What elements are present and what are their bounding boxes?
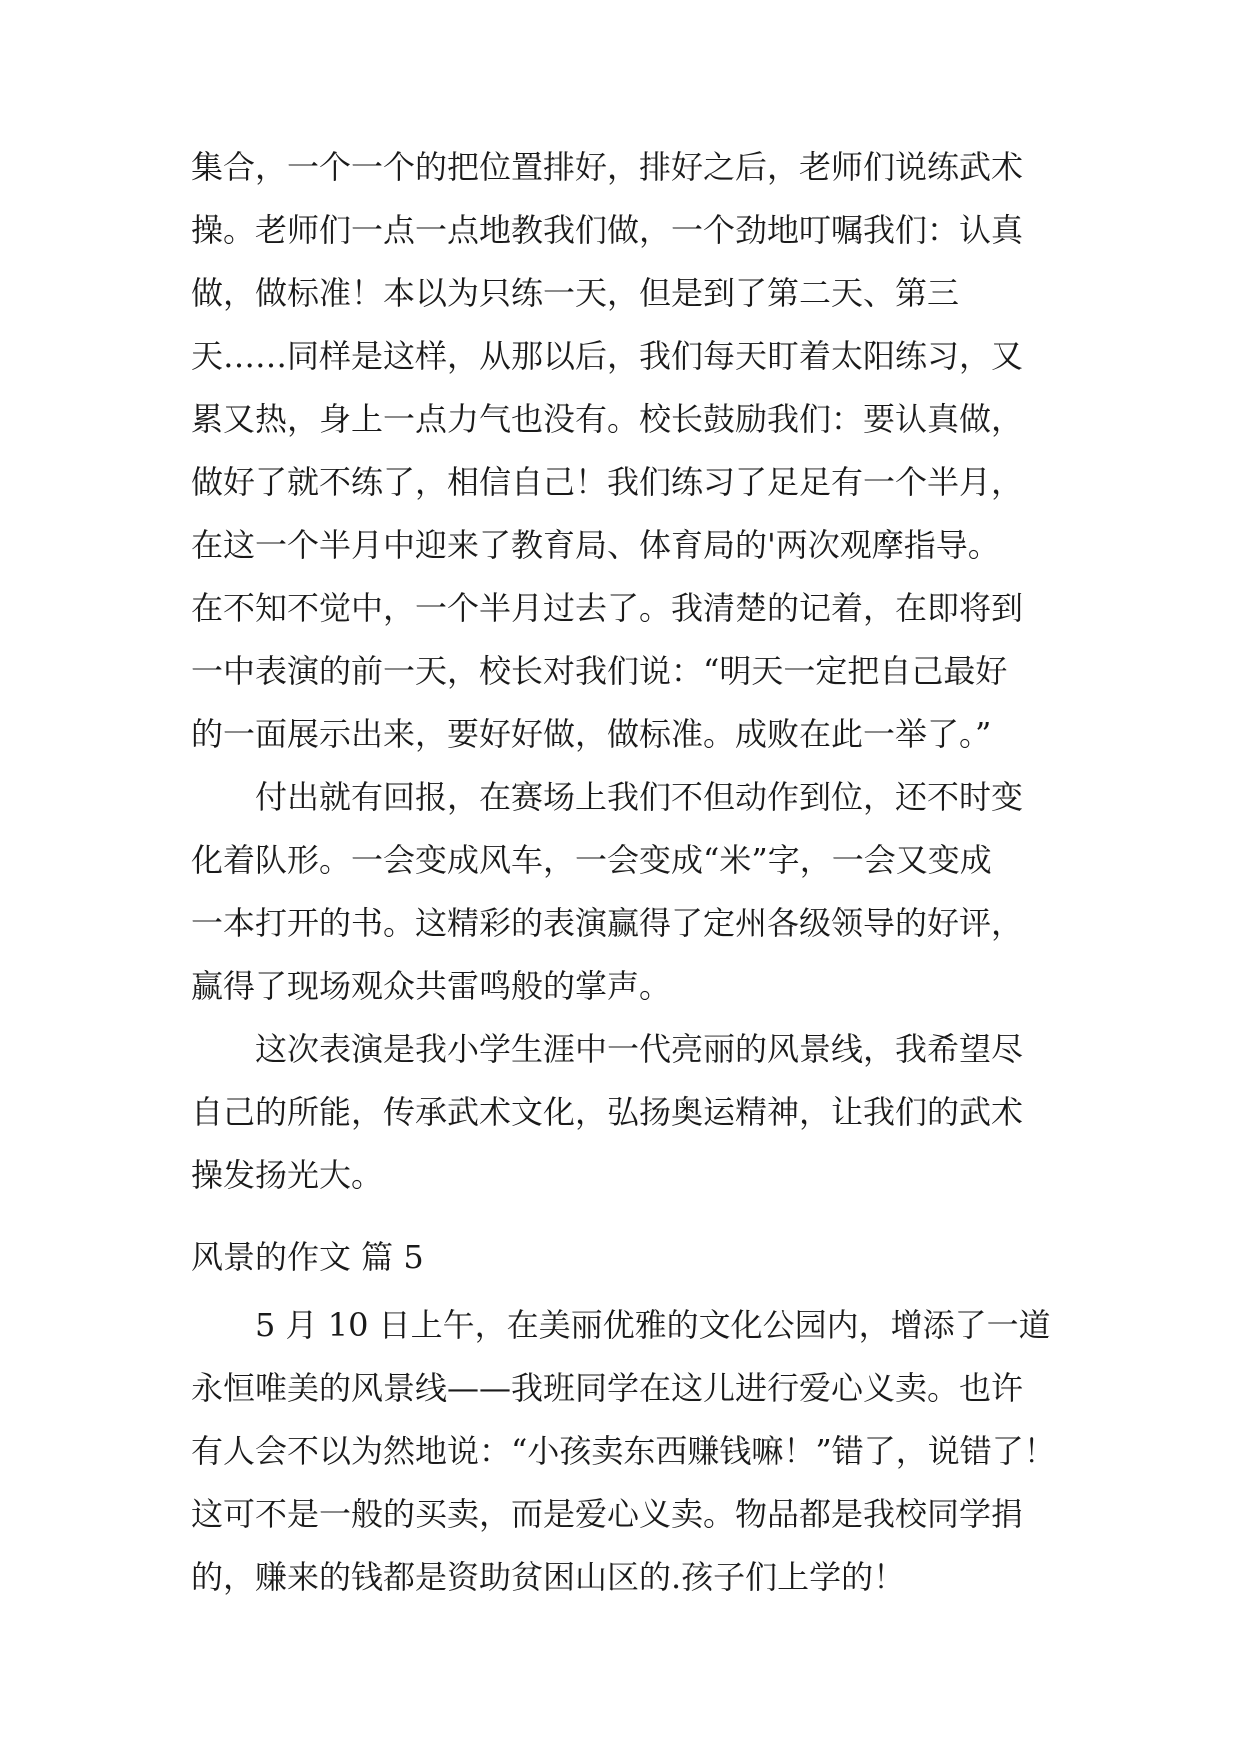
text-line: 赢得了现场观众共雷鸣般的掌声。 [191,967,672,1005]
text-line: 的一面展示出来，要好好做，做标准。成败在此一举了。” [191,715,992,753]
text-line: 的，赚来的钱都是资助贫困山区的.孩子们上学的！ [191,1558,906,1596]
text-line: 做好了就不练了，相信自己！我们练习了足足有一个半月， [191,463,1024,501]
paragraph-2 [191,766,1071,1018]
text-line: 集合，一个一个的把位置排好，排好之后，老师们说练武术 [191,148,1024,186]
text-line: 这可不是一般的买卖，而是爱心义卖。物品都是我校同学捐 [191,1495,1024,1533]
paragraph-1 [191,136,1071,766]
text-line: 操。老师们一点一点地教我们做，一个劲地叮嘱我们：认真 [191,211,1024,249]
text-line: 永恒唯美的风景线——我班同学在这儿进行爱心义卖。也许 [191,1369,1024,1407]
section-heading: 风景的作文 篇 5 [191,1238,424,1276]
text-line: 操发扬光大。 [191,1156,384,1194]
text-line: 自己的所能，传承武术文化，弘扬奥运精神，让我们的武术 [191,1093,1024,1131]
text-line: 天……同样是这样，从那以后，我们每天盯着太阳练习，又 [191,337,1024,375]
paragraph-3 [191,1018,1071,1207]
text-line: 在这一个半月中迎来了教育局、体育局的'两次观摩指导。 [191,526,1000,564]
text-line: 有人会不以为然地说：“小孩卖东西赚钱嘛！”错了，说错了！ [191,1432,1056,1470]
text-line: 这次表演是我小学生涯中一代亮丽的风景线，我希望尽 [191,1030,1024,1068]
text-line: 累又热，身上一点力气也没有。校长鼓励我们：要认真做， [191,400,1024,438]
text-line: 一本打开的书。这精彩的表演赢得了定州各级领导的好评， [191,904,1024,942]
paragraph-4 [191,1294,1071,1609]
text-line: 在不知不觉中，一个半月过去了。我清楚的记着，在即将到 [191,589,1024,627]
text-line: 5 月 10 日上午，在美丽优雅的文化公园内，增添了一道 [191,1306,1051,1344]
text-line: 一中表演的前一天，校长对我们说：“明天一定把自己最好 [191,652,1008,690]
text-line: 化着队形。一会变成风车，一会变成“米”字，一会又变成 [191,841,992,879]
text-line: 做，做标准！本以为只练一天，但是到了第二天、第三 [191,274,960,312]
text-line: 付出就有回报，在赛场上我们不但动作到位，还不时变 [191,778,1024,816]
